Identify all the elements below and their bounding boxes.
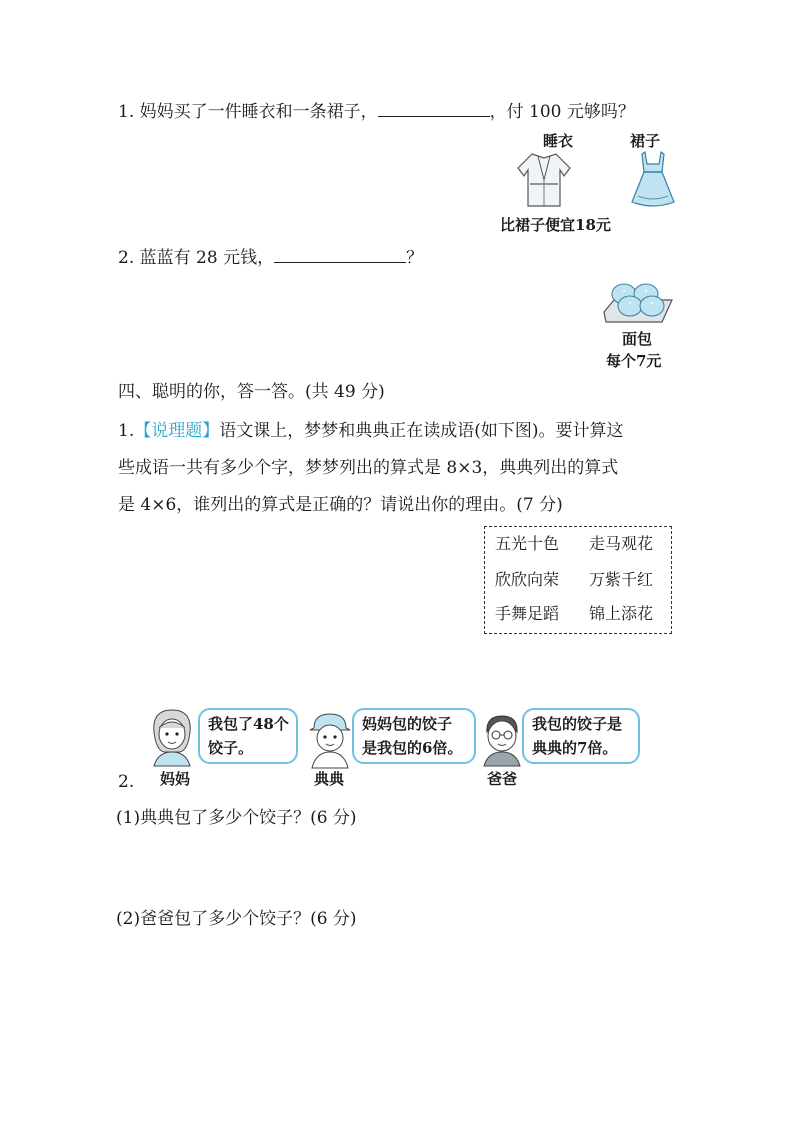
question-4-1-line1 <box>118 419 624 443</box>
dad-speech-line: 我包的饺子是 <box>532 715 623 733</box>
mom-name: 妈妈 <box>160 770 191 788</box>
question-3-1-text-after: ，付 100 元够吗？ <box>489 102 635 122</box>
diandian-avatar <box>306 710 354 768</box>
pajamas-label: 睡衣 <box>543 132 574 150</box>
answer-blank-3-1[interactable] <box>378 98 490 117</box>
answer-blank-3-2[interactable] <box>274 244 406 263</box>
idiom-item: 万紫千红 <box>589 570 654 589</box>
diandian-speech-line: 是我包的6倍。 <box>362 739 463 757</box>
dad-avatar <box>480 710 524 766</box>
dress-illustration <box>630 150 676 210</box>
question-4-2-sub2: (2)爸爸包了多少个饺子？(6 分) <box>116 909 357 929</box>
question-3-2 <box>118 244 423 270</box>
diandian-speech-bubble <box>352 708 476 764</box>
question-4-1-number: 1. <box>118 421 135 441</box>
dad-speech-line: 典典的7倍。 <box>532 739 618 757</box>
idiom-item: 五光十色 <box>495 534 560 553</box>
idiom-item: 手舞足蹈 <box>495 604 560 623</box>
question-3-1-text-before: 1. 妈妈买了一件睡衣和一条裙子， <box>118 102 378 122</box>
idiom-item: 走马观花 <box>589 534 654 553</box>
mom-speech-bubble <box>198 708 298 764</box>
question-3-1 <box>118 98 635 124</box>
reasoning-tag: 【说理题】 <box>134 421 220 441</box>
question-3-2-text-before: 2. 蓝蓝有 28 元钱， <box>118 248 275 268</box>
section-4-heading: 四、聪明的你，答一答。(共 49 分) <box>118 382 385 402</box>
question-4-1-line2: 些成语一共有多少个字，梦梦列出的算式是 8×3，典典列出的算式 <box>118 458 619 478</box>
mom-avatar <box>146 706 200 766</box>
question-4-1-line3: 是 4×6，谁列出的算式是正确的？请说出你的理由。(7 分) <box>118 495 563 515</box>
pajamas-illustration <box>514 150 574 210</box>
diandian-name: 典典 <box>314 770 345 788</box>
question-4-1-text-line1: 语文课上，梦梦和典典正在读成语(如下图)。要计算这 <box>219 421 624 441</box>
diandian-speech-line: 妈妈包的饺子 <box>362 715 453 733</box>
idiom-item: 锦上添花 <box>589 604 654 623</box>
pajamas-price-note: 比裙子便宜18元 <box>500 216 611 234</box>
dad-speech-bubble <box>522 708 640 764</box>
question-4-2-number: 2. <box>118 772 135 792</box>
dad-name: 爸爸 <box>487 770 518 788</box>
bread-illustration <box>602 272 674 326</box>
bread-price: 每个7元 <box>606 352 662 370</box>
bread-label: 面包 <box>622 330 653 348</box>
question-4-2-sub1: (1)典典包了多少个饺子？(6 分) <box>116 808 357 828</box>
mom-speech-line: 饺子。 <box>208 739 254 757</box>
question-3-2-text-after: ？ <box>406 248 424 268</box>
dress-label: 裙子 <box>630 132 661 150</box>
idiom-box <box>484 526 672 634</box>
idiom-item: 欣欣向荣 <box>495 570 560 589</box>
mom-speech-line: 我包了48个 <box>208 715 289 733</box>
